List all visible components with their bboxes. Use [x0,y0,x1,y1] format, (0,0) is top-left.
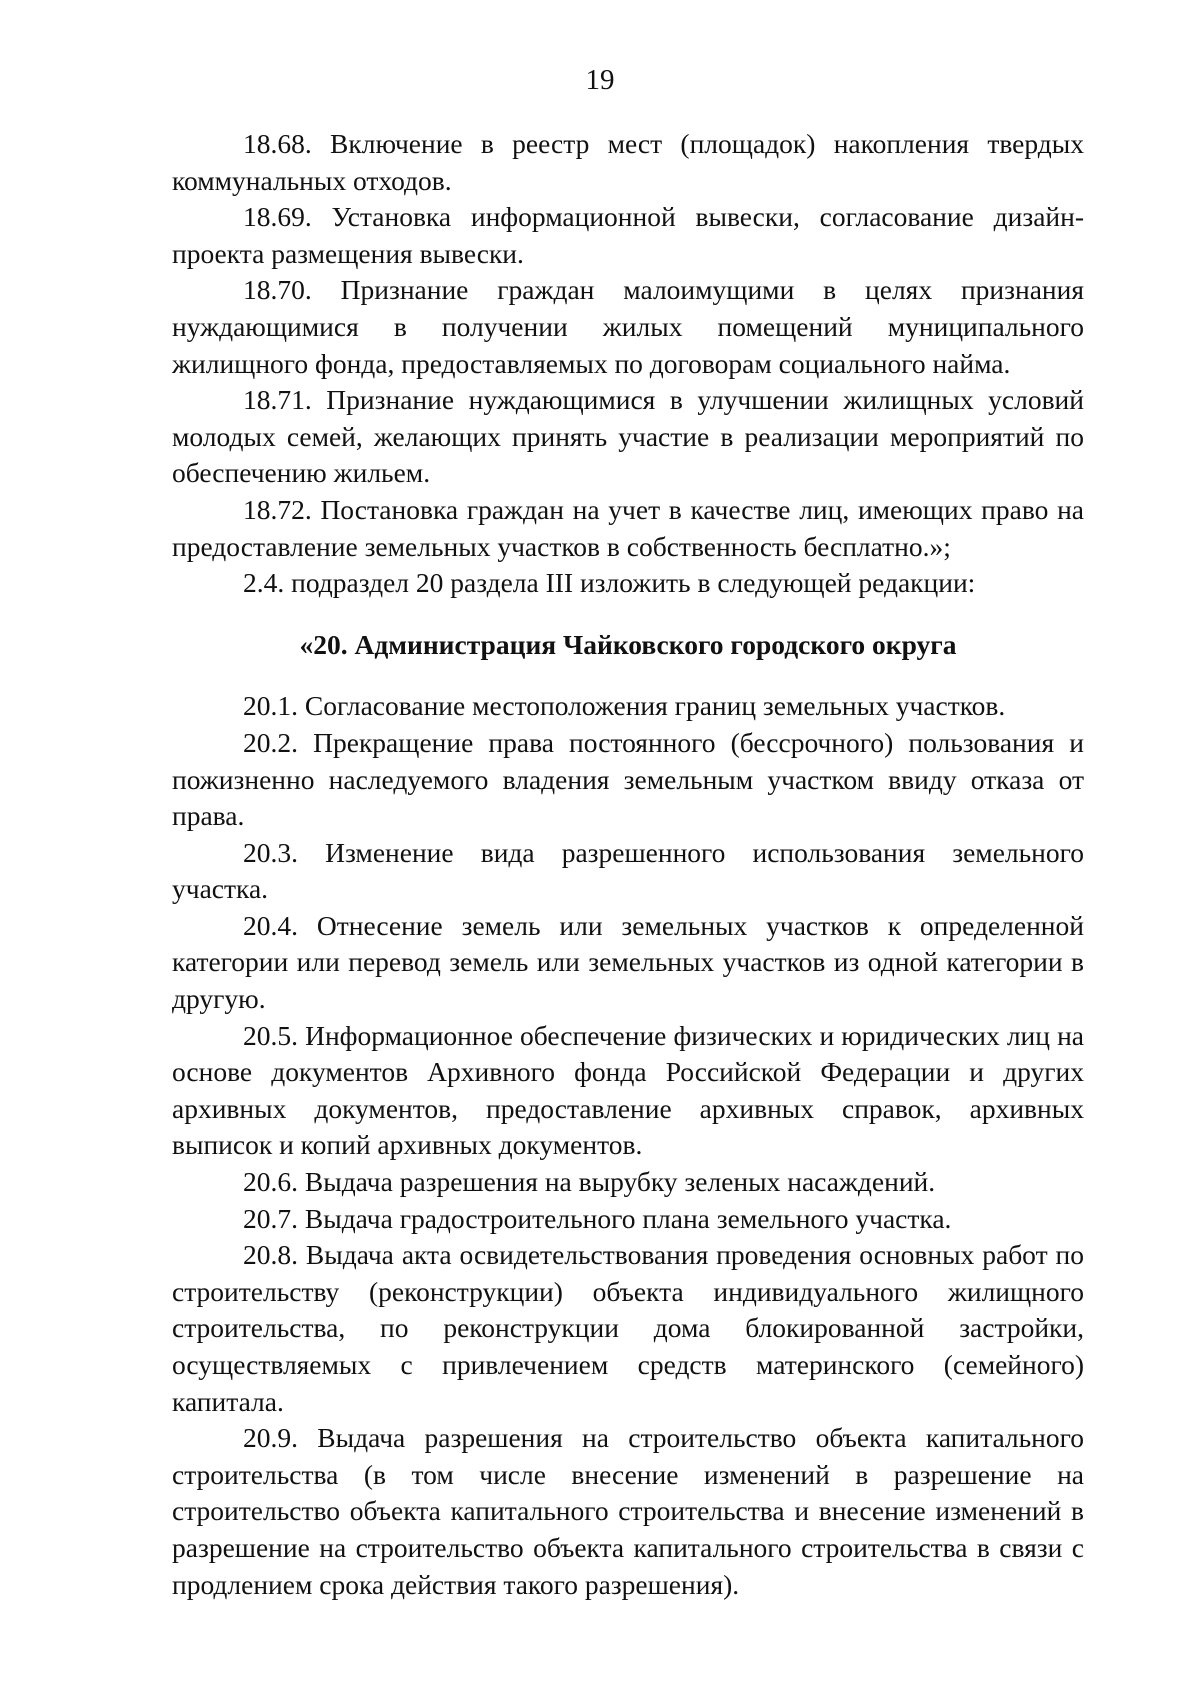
paragraph-20-4: 20.4. Отнесение земель или земельных участков к определенной категории или перевод земель или земельных участков из одной категории в другую. [172,909,1084,1015]
paragraph-20-2: 20.2. Прекращение права постоянного (бессрочного) пользования и пожизненно наследуемого владения земельным участком ввиду отказа от права. [172,726,1084,832]
paragraph-20-1: 20.1. Согласование местоположения границ земельных участков. [243,690,1006,722]
document-body [172,126,1084,1603]
paragraph-20-5: 20.5. Информационное обеспечение физических и юридических лиц на основе документов Архивного фонда Российской Федерации и других архивных документов, предоставление архивных справок, архивных выписок и копий архивных документов. [172,1019,1084,1161]
paragraph-20-7: 20.7. Выдача градостроительного плана земельного участка. [243,1202,952,1234]
page-number: 19 [585,64,615,96]
paragraph-20-3: 20.3. Изменение вида разрешенного использования земельного участка. [172,836,1084,905]
paragraph-20-8: 20.8. Выдача акта освидетельствования проведения основных работ по строительству (реконструкции) объекта индивидуального жилищного строительства, по реконструкции дома блокированной застройки, осуществляемых с привлечением средств материнского (семейного) капитала. [172,1239,1084,1417]
paragraph-18-72: 18.72. Постановка граждан на учет в качестве лиц, имеющих право на предоставление земельных участков в собственность бесплатно.»; [172,493,1084,562]
paragraph-2-4: 2.4. подраздел 20 раздела III изложить в следующей редакции: [243,567,976,599]
paragraph-18-68: 18.68. Включение в реестр мест (площадок) накопления твердых коммунальных отходов. [172,128,1084,196]
section-heading: «20. Администрация Чайковского городского округа [299,628,957,660]
paragraph-18-71: 18.71. Признание нуждающимися в улучшении жилищных условий молодых семей, желающих принять участие в реализации мероприятий по обеспечению жильем. [172,384,1084,489]
paragraph-18-70: 18.70. Признание граждан малоимущими в целях признания нуждающимися в получении жилых помещений муниципального жилищного фонда, предоставляемых по договорам социального найма. [172,274,1084,379]
paragraph-18-69: 18.69. Установка информационной вывески, согласование дизайн-проекта размещения вывески. [172,201,1084,269]
paragraph-20-6: 20.6. Выдача разрешения на вырубку зеленых насаждений. [243,1166,936,1198]
paragraph-20-9: 20.9. Выдача разрешения на строительство объекта капитального строительства (в том числе внесение изменений в разрешение на строительство объекта капитального строительства и внесение изменений в разрешение на строительство объекта капитального строительства в связи с продлением срока действия такого разрешения). [172,1422,1084,1600]
